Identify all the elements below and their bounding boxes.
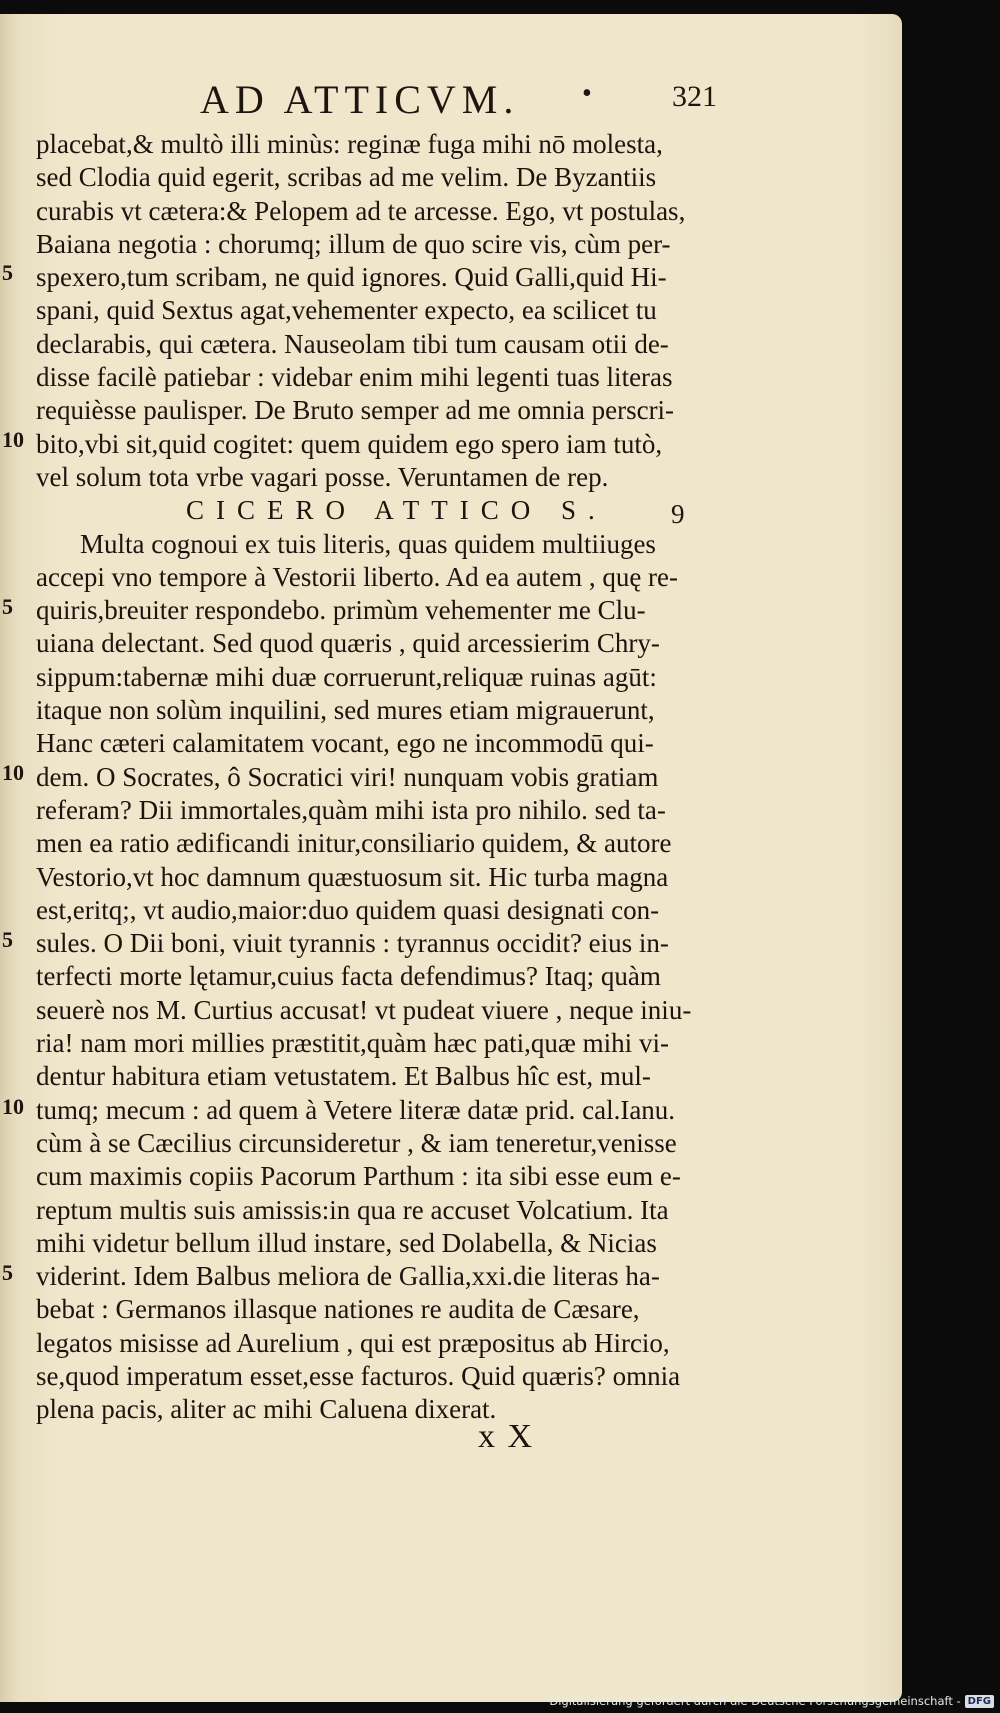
margin-line-number: 5 — [2, 1260, 13, 1285]
text-line: requièsse paulisper. De Bruto semper ad me omnia perscri- — [36, 395, 675, 426]
text-line: viderint. Idem Balbus meliora de Gallia,xxi.die literas ha- — [36, 1261, 660, 1292]
text-line: cùm à se Cæcilius circunsideretur , & iam teneretur,venisse — [36, 1127, 677, 1158]
text-line: Multa cognoui ex tuis literis, quas quidem multiiuges — [80, 528, 656, 559]
text-line: referam? Dii immortales,quàm mihi ista pro nihilo. sed ta- — [36, 794, 666, 825]
header-ornament: • — [582, 78, 592, 109]
text-line: declarabis, qui cætera. Nauseolam tibi tum causam otii de- — [36, 328, 669, 359]
text-line: se,quod imperatum esset,esse facturos. Quid quæris? omnia — [36, 1360, 681, 1391]
text-line: mihi videtur bellum illud instare, sed Dolabella, & Nicias — [36, 1227, 657, 1258]
text-line: dem. O Socrates, ô Socratici viri! nunquam vobis gratiam — [36, 761, 659, 792]
signature-mark: x X — [478, 1418, 535, 1455]
text-line: vel solum tota vrbe vagari posse. Veruntamen de rep. — [36, 461, 609, 492]
text-line: reptum multis suis amissis:in qua re accuset Volcatium. Ita — [36, 1194, 669, 1225]
dfg-logo: DFG — [965, 1695, 994, 1708]
text-line: men ea ratio ædificandi initur,consiliario quidem, & autore — [36, 828, 672, 859]
letter-number: 9 — [671, 499, 685, 530]
text-line: sed Clodia quid egerit, scribas ad me velim. De Byzantiis — [36, 162, 657, 193]
text-line: terfecti morte lętamur,cuius facta defendimus? Itaq; quàm — [36, 961, 661, 992]
text-line: quiris,breuiter respondebo. primùm vehementer me Clu- — [36, 595, 646, 626]
text-line: bebat : Germanos illasque nationes re audita de Cæsare, — [36, 1294, 640, 1325]
text-line: ria! nam mori millies præstitit,quàm hæc pati,quæ mihi vi- — [36, 1028, 669, 1059]
text-line: legatos misisse ad Aurelium , qui est præpositus ab Hircio, — [36, 1327, 670, 1358]
text-line: sules. O Dii boni, viuit tyrannis : tyrannus occidit? eius in- — [36, 928, 669, 959]
running-title: AD ATTICVM. — [200, 77, 520, 122]
text-line: Vestorio,vt hoc damnum quæstuosum sit. Hic turba magna — [36, 861, 669, 892]
letter-heading-text: CICERO ATTICO S. — [186, 495, 607, 526]
text-line: plena pacis, aliter ac mihi Caluena dixerat. — [36, 1394, 497, 1425]
digitization-credit — [549, 1693, 994, 1709]
text-line: cum maximis copiis Pacorum Parthum : ita sibi esse eum e- — [36, 1161, 681, 1192]
text-line: bito,vbi sit,quid cogitet: quem quidem ego spero iam tutò, — [36, 428, 663, 459]
text-line: itaque non solùm inquilini, sed mures etiam migrauerunt, — [36, 695, 655, 726]
text-line: placebat,& multò illi minùs: reginæ fuga mihi nō molesta, — [36, 129, 663, 159]
text-line: Hanc cæteri calamitatem vocant, ego ne incommodū qui- — [36, 728, 654, 759]
text-line: uiana delectant. Sed quod quæris , quid arcessierim Chry- — [36, 628, 660, 659]
text-line: est,eritq;, vt audio,maior:duo quidem quasi designati con- — [36, 894, 660, 925]
margin-line-number: 10 — [2, 1094, 24, 1119]
book-page — [0, 14, 902, 1702]
text-line: sippum:tabernæ mihi duæ corruerunt,reliquæ ruinas agūt: — [36, 661, 657, 692]
text-line: curabis vt cætera:& Pelopem ad te arcesse. Ego, vt postulas, — [36, 195, 686, 226]
text-line: seuerè nos M. Curtius accusat! vt pudeat viuere , neque iniu- — [36, 994, 692, 1025]
page-number: 321 — [672, 80, 717, 113]
margin-line-number: 5 — [2, 927, 13, 952]
text-line: Baiana negotia : chorumq; illum de quo scire vis, cùm per- — [36, 228, 671, 259]
margin-line-number: 5 — [2, 594, 13, 619]
text-line: tumq; mecum : ad quem à Vetere literæ datæ prid. cal.Ianu. — [36, 1094, 676, 1125]
letter-text — [36, 128, 736, 1427]
margin-line-number: 10 — [2, 760, 24, 785]
credit-text: Digitalisierung gefördert durch die Deutsche Forschungsgemeinschaft - — [549, 1694, 961, 1708]
margin-line-number: 5 — [2, 260, 13, 285]
margin-line-number: 10 — [2, 427, 24, 452]
letter-heading — [36, 494, 736, 530]
text-line: disse facilè patiebar : videbar enim mihi legenti tuas literas — [36, 362, 673, 393]
running-header — [0, 76, 902, 126]
text-line: spexero,tum scribam, ne quid ignores. Quid Galli,quid Hi- — [36, 262, 667, 293]
text-line: dentur habitura etiam vetustatem. Et Balbus hîc est, mul- — [36, 1061, 651, 1092]
text-line: accepi vno tempore à Vestorii liberto. Ad ea autem , quę re- — [36, 561, 679, 592]
text-line: spani, quid Sextus agat,vehementer expecto, ea scilicet tu — [36, 295, 657, 326]
